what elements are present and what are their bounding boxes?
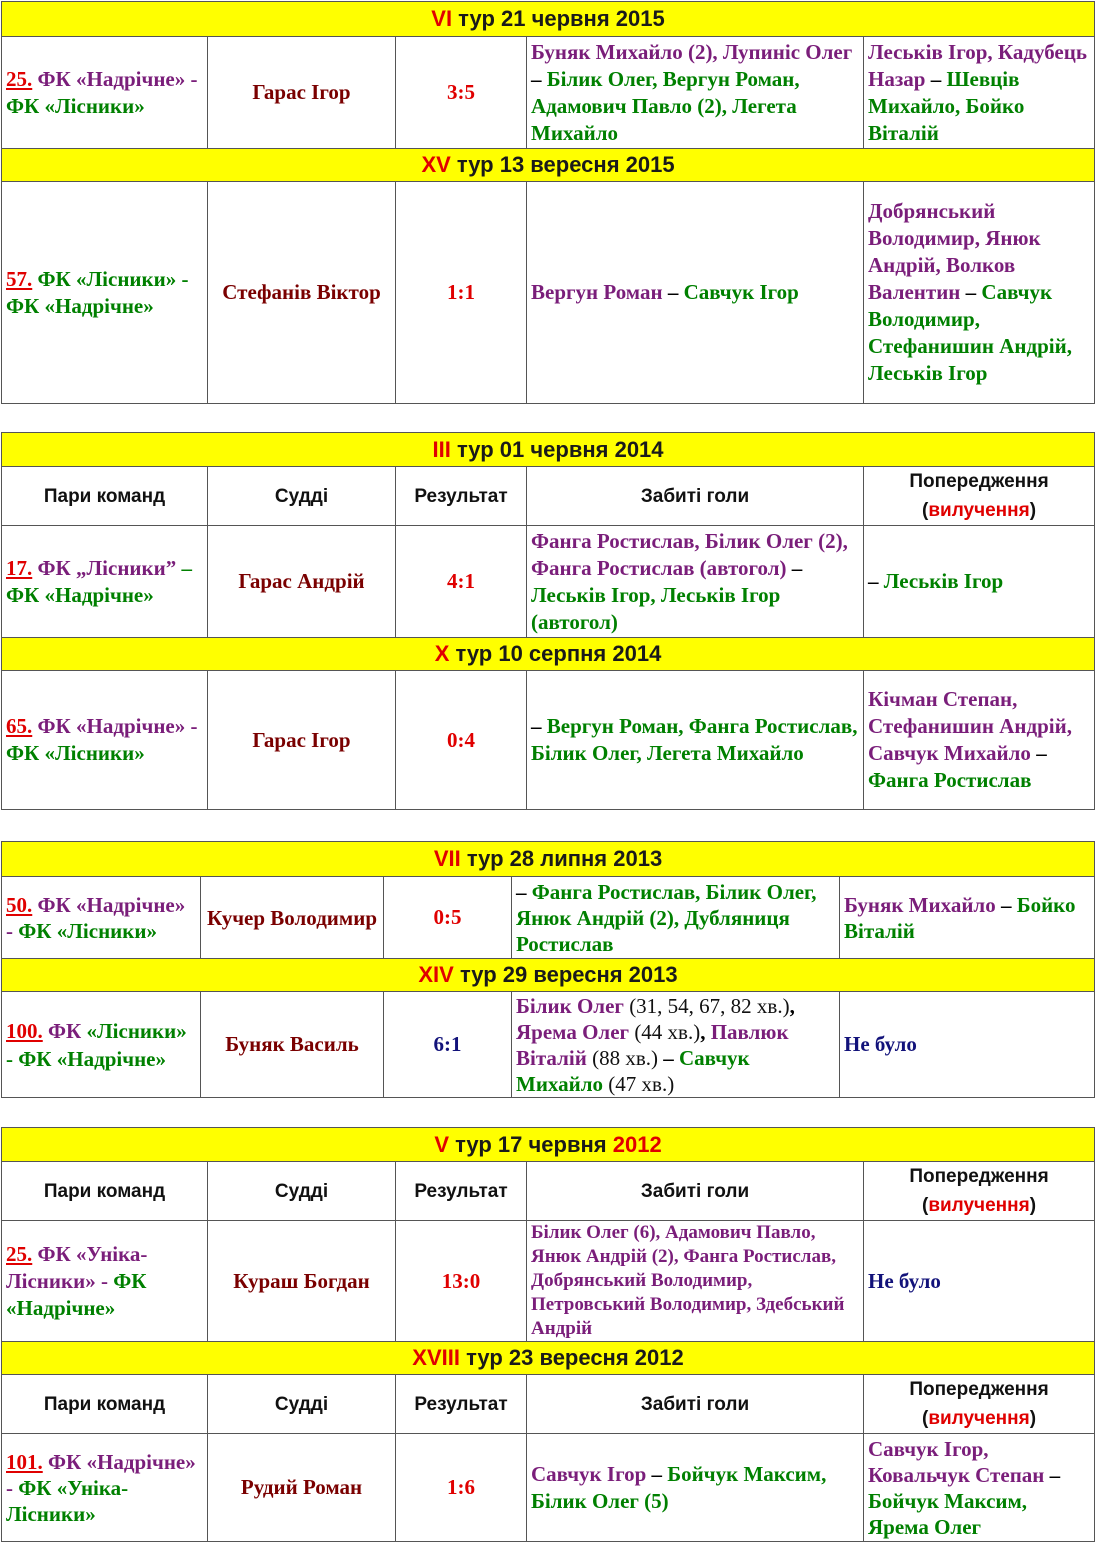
- warnings: Не було: [840, 992, 1095, 1098]
- header-goals: Забиті голи: [527, 467, 864, 526]
- team-pair: 65. ФК «Надрічне» - ФК «Лісники»: [2, 671, 208, 810]
- score: 13:0: [396, 1221, 527, 1342]
- warnings: Кічман Степан, Стефанишин Андрій, Савчук Михайло – Фанга Ростислав: [864, 671, 1095, 810]
- goals: Буняк Михайло (2), Лупиніс Олег – Білик Олег, Вергун Роман, Адамович Павло (2), Легета Михайло: [527, 37, 864, 149]
- header-referee: Судді: [208, 1162, 396, 1221]
- season-2012-table: [1, 1127, 1095, 1542]
- goals: Білик Олег (31, 54, 67, 82 хв.), Ярема Олег (44 хв.), Павлюк Віталій (88 хв.) – Савчук Михайло (47 хв.): [512, 992, 840, 1098]
- team-pair: 101. ФК «Надрічне» - ФК «Уніка-Лісники»: [2, 1434, 208, 1542]
- header-warnings: Попередження (вилучення): [864, 1162, 1095, 1221]
- goals: Вергун Роман – Савчук Ігор: [527, 182, 864, 404]
- referee: Гарас Ігор: [208, 671, 396, 810]
- header-pairs: Пари команд: [2, 467, 208, 526]
- match-row: [2, 671, 1095, 810]
- warnings: Добрянський Володимир, Янюк Андрій, Волков Валентин – Савчук Володимир, Стефанишин Андрій, Леськів Ігор: [864, 182, 1095, 404]
- header-result: Результат: [396, 467, 527, 526]
- round-header: V тур 17 червня 2012: [2, 1128, 1095, 1162]
- round-header: X тур 10 серпня 2014: [2, 638, 1095, 671]
- goals: – Фанга Ростислав, Білик Олег, Янюк Андрій (2), Дубляниця Ростислав: [512, 877, 840, 959]
- match-row: [2, 1221, 1095, 1342]
- round-header: III тур 01 червня 2014: [2, 433, 1095, 467]
- round-header: XIV тур 29 вересня 2013: [2, 959, 1095, 992]
- score: 0:5: [384, 877, 512, 959]
- match-row: [2, 526, 1095, 638]
- referee: Кучер Володимир: [201, 877, 384, 959]
- team-pair: 25. ФК «Уніка-Лісники» - ФК «Надрічне»: [2, 1221, 208, 1342]
- team-pair: 57. ФК «Лісники» - ФК «Надрічне»: [2, 182, 208, 404]
- team-pair: 17. ФК „Лісники” – ФК «Надрічне»: [2, 526, 208, 638]
- match-row: [2, 1434, 1095, 1542]
- header-goals: Забиті голи: [527, 1162, 864, 1221]
- warnings: Не було: [864, 1221, 1095, 1342]
- round-header: XVIII тур 23 вересня 2012: [2, 1342, 1095, 1375]
- referee: Гарас Андрій: [208, 526, 396, 638]
- referee: Рудий Роман: [208, 1434, 396, 1542]
- warnings: Савчук Ігор, Ковальчук Степан – Бойчук Максим, Ярема Олег: [864, 1434, 1095, 1542]
- season-2014-table: [1, 432, 1095, 810]
- goals: – Вергун Роман, Фанга Ростислав, Білик Олег, Легета Михайло: [527, 671, 864, 810]
- season-2013-table: [1, 841, 1095, 1098]
- header-warnings: Попередження (вилучення): [864, 467, 1095, 526]
- header-pairs: Пари команд: [2, 1375, 208, 1434]
- score: 0:4: [396, 671, 527, 810]
- referee: Гарас Ігор: [208, 37, 396, 149]
- season-2015-table: [1, 1, 1095, 404]
- header-result: Результат: [396, 1162, 527, 1221]
- match-row: [2, 992, 1095, 1098]
- referee: Стефанів Віктор: [208, 182, 396, 404]
- score: 3:5: [396, 37, 527, 149]
- match-row: [2, 182, 1095, 404]
- goals: Фанга Ростислав, Білик Олег (2), Фанга Ростислав (автогол) – Леськів Ігор, Леськів Ігор (автогол): [527, 526, 864, 638]
- match-row: [2, 877, 1095, 959]
- round-header: XV тур 13 вересня 2015: [2, 149, 1095, 182]
- header-result: Результат: [396, 1375, 527, 1434]
- score: 4:1: [396, 526, 527, 638]
- header-goals: Забиті голи: [527, 1375, 864, 1434]
- team-pair: 25. ФК «Надрічне» - ФК «Лісники»: [2, 37, 208, 149]
- referee: Буняк Василь: [201, 992, 384, 1098]
- warnings: Буняк Михайло – Бойко Віталій: [840, 877, 1095, 959]
- warnings: – Леськів Ігор: [864, 526, 1095, 638]
- score: 1:1: [396, 182, 527, 404]
- column-headers: [2, 467, 1095, 526]
- score: 1:6: [396, 1434, 527, 1542]
- column-headers: [2, 1375, 1095, 1434]
- column-headers: [2, 1162, 1095, 1221]
- referee: Кураш Богдан: [208, 1221, 396, 1342]
- header-pairs: Пари команд: [2, 1162, 208, 1221]
- team-pair: 50. ФК «Надрічне» - ФК «Лісники»: [2, 877, 201, 959]
- header-referee: Судді: [208, 1375, 396, 1434]
- header-referee: Судді: [208, 467, 396, 526]
- warnings: Леськів Ігор, Кадубець Назар – Шевців Михайло, Бойко Віталій: [864, 37, 1095, 149]
- round-header: VI тур 21 червня 2015: [2, 2, 1095, 37]
- round-header: VII тур 28 липня 2013: [2, 842, 1095, 877]
- goals: Білик Олег (6), Адамович Павло, Янюк Андрій (2), Фанга Ростислав, Добрянський Володимир, Петровський Володимир, Здебський Андрій: [527, 1221, 864, 1342]
- goals: Савчук Ігор – Бойчук Максим, Білик Олег (5): [527, 1434, 864, 1542]
- score: 6:1: [384, 992, 512, 1098]
- header-warnings: Попередження (вилучення): [864, 1375, 1095, 1434]
- match-row: [2, 37, 1095, 149]
- team-pair: 100. ФК «Лісники» - ФК «Надрічне»: [2, 992, 201, 1098]
